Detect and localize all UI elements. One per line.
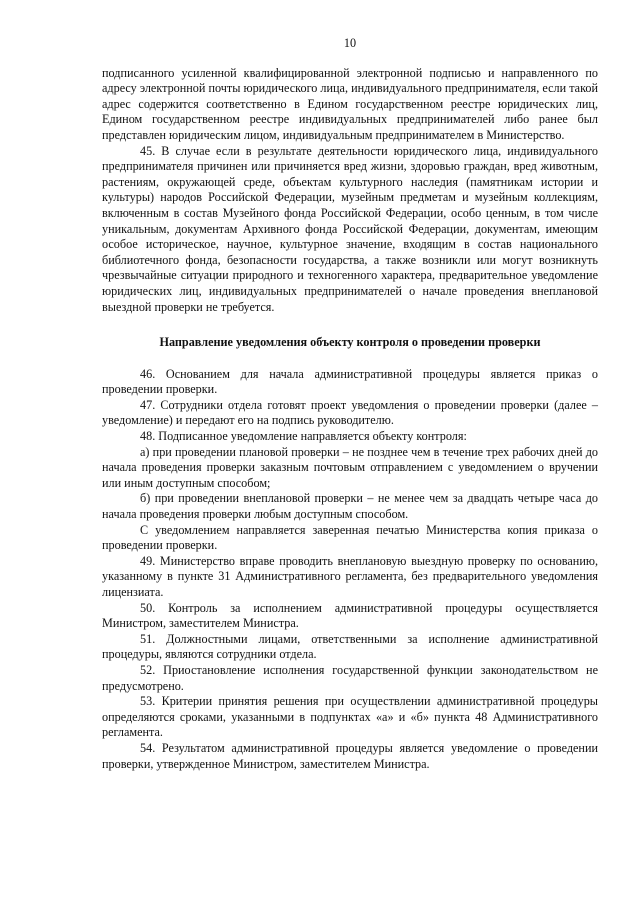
paragraph: 47. Сотрудники отдела готовят проект уведомления о проведении проверки (далее – уведомление) и передают его на подпись руководителю. <box>102 397 598 428</box>
paragraph: 53. Критерии принятия решения при осуществлении административной процедуры определяются сроками, указанными в подпунктах «а» и «б» пункта 48 Административного регламента. <box>102 694 598 740</box>
paragraph: 48. Подписанное уведомление направляется объекту контроля: <box>140 429 467 444</box>
page-number: 10 <box>343 36 357 50</box>
paragraph: 51. Должностными лицами, ответственными за исполнение административной процедуры, являются сотрудники отдела. <box>102 631 598 662</box>
paragraphs-bottom <box>102 367 598 772</box>
paragraph: 54. Результатом административной процедуры является уведомление о проведении проверки, утвержденное Министром, заместителем Министра. <box>102 740 598 771</box>
paragraph: 49. Министерство вправе проводить внеплановую выездную проверку по основанию, указанному в пункте 31 Административного регламента, без предварительного уведомления лицензиата. <box>102 553 598 599</box>
paragraph: 52. Приостановление исполнения государственной функции законодательством не предусмотрено. <box>102 662 598 693</box>
paragraph: а) при проведении плановой проверки – не позднее чем в течение трех рабочих дней до начала проведения проверки заказным почтовым отправлением с уведомлением о вручении или иным доступным способом; <box>102 444 598 490</box>
paragraph: С уведомлением направляется заверенная печатью Министерства копия приказа о проведении проверки. <box>102 522 598 553</box>
paragraph: 50. Контроль за исполнением административной процедуры осуществляется Министром, заместителем Министра. <box>102 600 598 631</box>
paragraph: 45. В случае если в результате деятельности юридического лица, индивидуального предпринимателя причинен или причиняется вред жизни, здоровью граждан, вред животным, растениям, окружающей среде, объектам культурного наследия (памятникам истории и культуры) народов Российской Федерации, музейным предметам и музейным коллекциям, включенным в состав Музейного фонда Российской Федерации, особо ценным, в том числе уникальным, документам Архивного фонда Российской Федерации, документам, имеющим особое историческое, научное, культурное значение, входящим в состав национального библиотечного фонда, безопасности государства, а также возникли или могут возникнуть чрезвычайные ситуации природного и техногенного характера, предварительное уведомление юридических лиц, индивидуальных предпринимателей о начале проведения внеплановой выездной проверки не требуется. <box>102 143 598 314</box>
paragraph: 46. Основанием для начала административной процедуры является приказ о проведении проверки. <box>102 366 598 397</box>
paragraphs-top <box>102 66 598 316</box>
paragraph: б) при проведении внеплановой проверки – не менее чем за двадцать четыре часа до начала проведения проверки любым доступным способом. <box>102 491 598 522</box>
section-heading: Направление уведомления объекту контроля о проведении проверки <box>159 335 541 350</box>
paragraph: подписанного усиленной квалифицированной электронной подписью и направленного по адресу электронной почты юридического лица, индивидуального предпринимателя, если такой адрес содержится соответственно в Едином государственном реестре юридических лиц, Едином государственном реестре индивидуальных предпринимателей либо ранее был представлен юридическим лицом, индивидуальным предпринимателем в Министерство. <box>102 65 598 142</box>
